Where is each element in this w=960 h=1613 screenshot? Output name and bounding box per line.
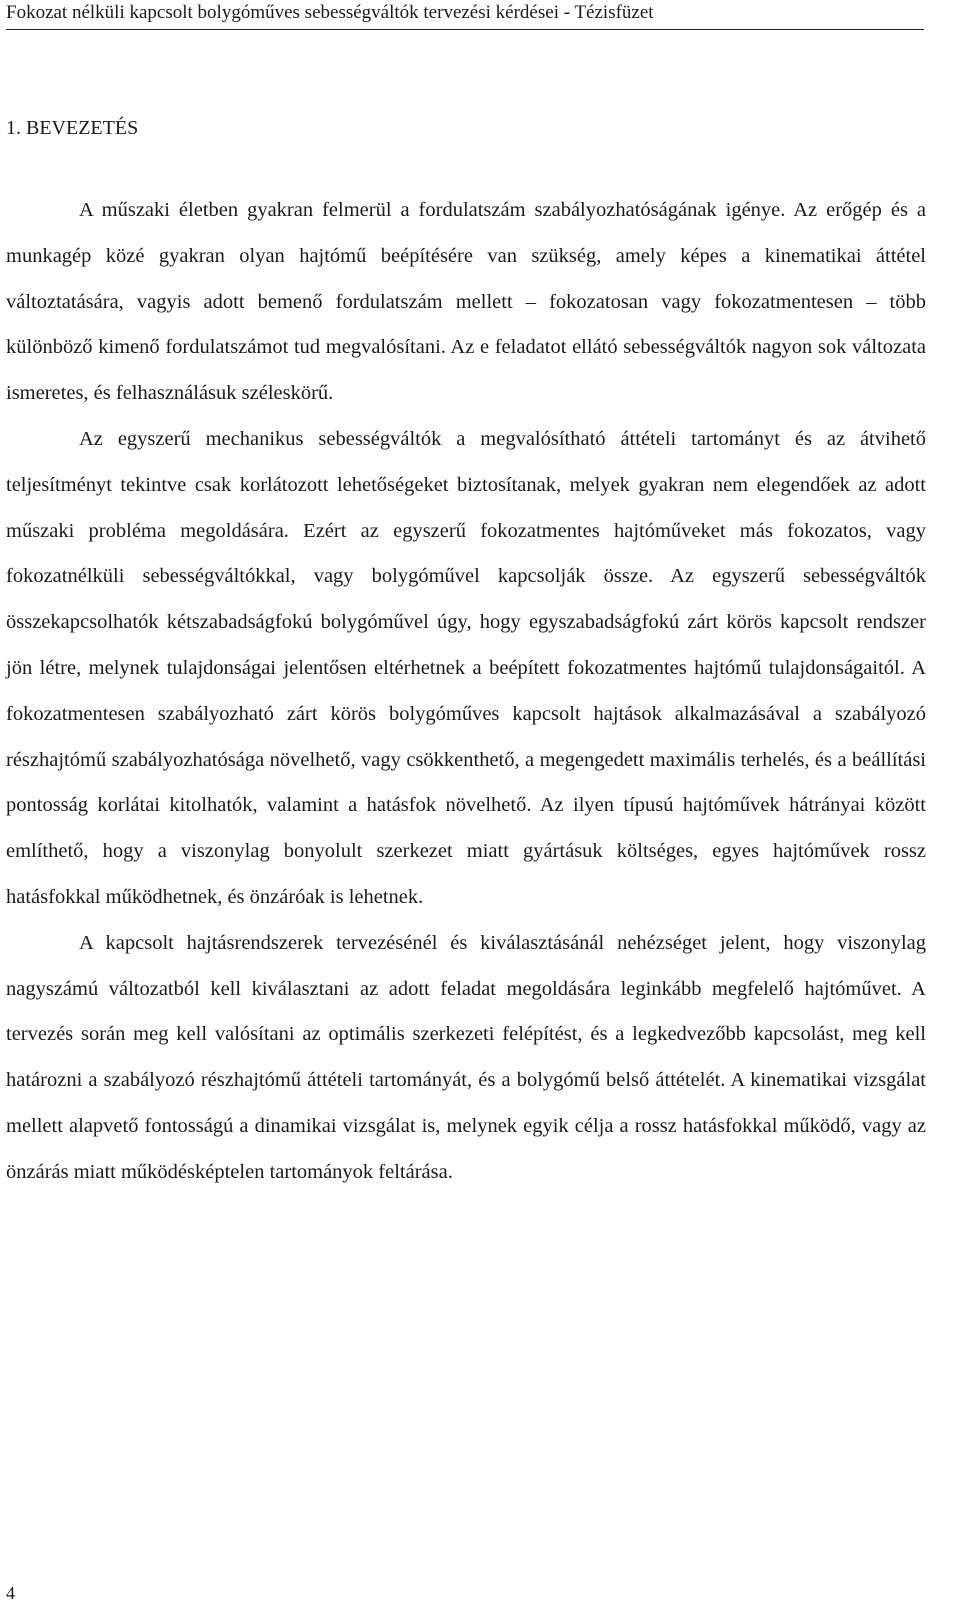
paragraph-intro: A műszaki életben gyakran felmerül a fordulatszám szabályozhatóságának igénye. Az erőgép és a munkagép közé gyakran olyan hajtómű beépítésére van szükség, amely képes a kinematikai áttétel változtatására, vagyis adott bemenő fordulatszám mellett – fokozatosan vagy fokozatmentesen – több különböző kimenő fordulatszámot tud megvalósítani. Az e feladatot ellátó sebességváltók nagyon sok változata ismeretes, és felhasználásuk széleskörű. [6,199,926,405]
paragraph-simple-gearboxes: Az egyszerű mechanikus sebességváltók a megvalósítható áttételi tartományt és az átvihető teljesítményt tekintve csak korlátozott lehetőségeket biztosítanak, melyek gyakran nem elegendőek az adott műszaki probléma megoldására. Ezért az egyszerű fokozatmentes hajtóműveket más fokozatos, vagy fokozatnélküli sebességváltókkal, vagy bolygóművel kapcsolják össze. Az egyszerű sebességváltók összekapcsolhatók kétszabadságfokú bolygóművel úgy, hogy egyszabadságfokú zárt körös kapcsolt rendszer jön létre, melynek tulajdonságai jelentősen eltérhetnek a beépített fokozatmentes hajtómű tulajdonságaitól. A fokozatmentesen szabályozható zárt körös bolygóműves kapcsolt hajtások alkalmazásával a szabályozó részhajtómű szabályozhatósága növelhető, vagy csökkenthető, a megengedett maximális terhelés, és a beállítási pontosság korlátai kitolhatók, valamint a hatásfok növelhető. Az ilyen típusú hajtóművek hátrányai között említhető, hogy a viszonylag bonyolult szerkezet miatt gyártásuk költséges, egyes hajtóművek rossz hatásfokkal működhetnek, és önzáróak is lehetnek. [6,427,926,908]
running-header: Fokozat nélküli kapcsolt bolygóműves sebességváltók tervezési kérdései - Tézisfüzet [6,2,654,23]
page-number: 4 [6,1583,15,1603]
paragraph-design-difficulties: A kapcsolt hajtásrendszerek tervezésénél és kiválasztásánál nehézséget jelent, hogy viszonylag nagyszámú változatból kell kiválasztani az adott feladat megoldására leginkább megfelelő hajtóművet. A tervezés során meg kell valósítani az optimális szerkezeti felépítést, és a legkedvezőbb kapcsolást, meg kell határozni a szabályozó részhajtómű áttételi tartományát, és a bolygómű belső áttételét. A kinematikai vizsgálat mellett alapvető fontosságú a dinamikai vizsgálat is, melynek egyik célja a rossz hatásfokkal működő, vagy az önzárás miatt működésképtelen tartományok feltárása. [6,931,926,1183]
body-text [6,188,926,1196]
header-rule [6,29,924,30]
section-heading: 1. BEVEZETÉS [6,117,139,139]
